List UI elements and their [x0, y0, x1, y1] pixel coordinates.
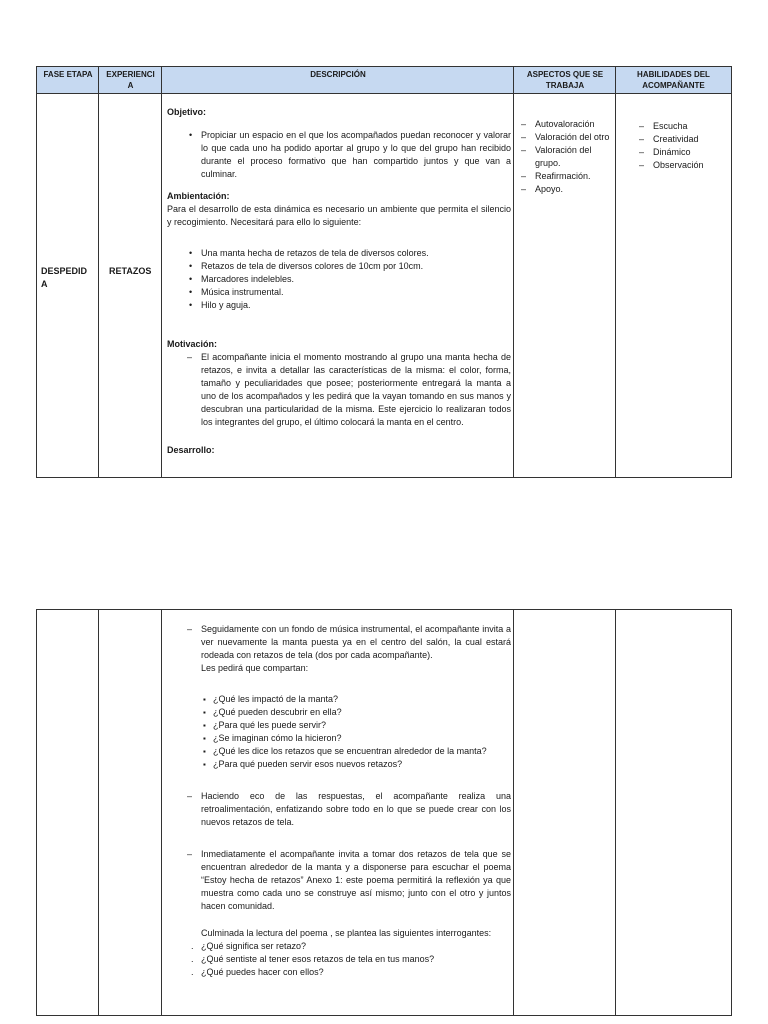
column-divider	[161, 67, 162, 477]
ambientacion-title: Ambientación:	[167, 191, 230, 201]
list-item: . ¿Qué puedes hacer con ellos?	[175, 966, 511, 979]
list-item: – Creatividad	[639, 133, 729, 146]
preguntas-list	[167, 693, 511, 771]
materiales-list	[167, 247, 511, 312]
experiencia-cell: RETAZOS	[109, 266, 152, 276]
list-item: – Dinámico	[639, 146, 729, 159]
fase-cell: DESPEDID A	[41, 266, 88, 289]
motivacion-list	[167, 351, 511, 429]
header-fase-etapa: FASE ETAPA	[43, 70, 93, 79]
desarrollo-list-2	[167, 790, 511, 829]
list-item: – Valoración del otro	[521, 131, 611, 144]
desarrollo-step-1: Seguidamente con un fondo de música instrumental, el acompañante invita a ver nuevamente la manta puesta ya en el centro del salón, la cual estará rodeada con retazos de tela (dos por cada acompañante).	[201, 624, 511, 660]
column-divider	[615, 610, 616, 1015]
list-item: ▪ ¿Para qué pueden servir esos nuevos retazos?	[167, 758, 511, 771]
list-item: • Una manta hecha de retazos de tela de diversos colores.	[167, 247, 511, 260]
culminada-text: Culminada la lectura del poema , se plantea las siguientes interrogantes:	[201, 928, 492, 938]
header-experiencia: EXPERIENCI A	[106, 70, 155, 90]
list-item: • Marcadores indelebles.	[167, 273, 511, 286]
objetivo-list	[167, 129, 511, 181]
descripcion-continuation	[167, 623, 511, 979]
list-item: – Inmediatamente el acompañante invita a tomar dos retazos de tela que se encuentran alrededor de la manta y a disponerse para escuchar el poema “Estoy hecha de retazos” Anexo 1: este poema permitirá la reflexión ya que muestra como cada uno se construye así mismo; junto con el otro y juntos hacen comunidad.	[167, 848, 511, 913]
motivacion-title: Motivación:	[167, 339, 218, 349]
list-item: – Reafirmación.	[521, 170, 611, 183]
list-item: – El acompañante inicia el momento mostrando al grupo una manta hecha de retazos, e invita a detallar las características de la misma: el color, forma, tamaño y peculiaridades que posee; posteriormente entregará la manta a uno de los acompañados y les pedirá que la vayan tomando en sus manos y descubran una particularidad de la misma. Este ejercicio lo realizaran todos los integrantes del grupo, el último colocará la manta en el centro.	[167, 351, 511, 429]
list-item: ▪ ¿Qué les dice los retazos que se encuentran alrededor de la manta?	[167, 745, 511, 758]
list-item: • Retazos de tela de diversos colores de 10cm por 10cm.	[167, 260, 511, 273]
list-item: – Autovaloración	[521, 118, 611, 131]
list-item: • Hilo y aguja.	[167, 299, 511, 312]
descripcion-cell	[167, 106, 511, 457]
list-item: – Haciendo eco de las respuestas, el acompañante realiza una retroalimentación, enfatizando sobre todo en lo que se puede crear con los nuevos retazos de tela.	[167, 790, 511, 829]
desarrollo-list-3	[167, 848, 511, 913]
list-item: . ¿Qué sentiste al tener esos retazos de tela en tus manos?	[175, 953, 511, 966]
header-habilidades: HABILIDADES DEL ACOMPAÑANTE	[637, 70, 710, 90]
column-divider	[513, 67, 514, 477]
desarrollo-step-1-sub: Les pedirá que compartan:	[201, 663, 309, 673]
list-item: – Observación	[639, 159, 729, 172]
list-item: – Apoyo.	[521, 183, 611, 196]
column-divider	[98, 67, 99, 477]
list-item: ▪ ¿Qué pueden descubrir en ella?	[167, 706, 511, 719]
list-item: • Música instrumental.	[167, 286, 511, 299]
list-item: ▪ ¿Para qué les puede servir?	[167, 719, 511, 732]
activity-table-page-1	[36, 66, 732, 478]
desarrollo-title: Desarrollo:	[167, 445, 215, 455]
ambientacion-text: Para el desarrollo de esta dinámica es necesario un ambiente que permita el silencio y recogimiento. Necesitará para ello lo siguiente:	[167, 204, 511, 227]
habilidades-list	[639, 120, 729, 172]
activity-table-page-2	[36, 609, 732, 1016]
column-divider	[513, 610, 514, 1015]
aspectos-list	[521, 118, 611, 196]
column-divider	[161, 610, 162, 1015]
header-aspectos: ASPECTOS QUE SE TRABAJA	[526, 70, 604, 90]
desarrollo-list	[167, 623, 511, 675]
list-item: – Valoración del grupo.	[521, 144, 611, 170]
column-divider	[615, 67, 616, 477]
objetivo-title: Objetivo:	[167, 107, 207, 117]
list-item: • Propiciar un espacio en el que los acompañados puedan reconocer y valorar lo que cada uno ha podido aportar al grupo y lo que del grupo han recibido durante el proceso formativo que han compartido juntos y que van a culminar.	[167, 129, 511, 181]
list-item: – Escucha	[639, 120, 729, 133]
list-item	[167, 623, 511, 675]
column-divider	[98, 610, 99, 1015]
list-item: . ¿Qué significa ser retazo?	[175, 940, 511, 953]
table-header-row	[37, 67, 731, 94]
list-item: ▪ ¿Se imaginan cómo la hicieron?	[167, 732, 511, 745]
list-item: ▪ ¿Qué les impactó de la manta?	[167, 693, 511, 706]
header-descripcion: DESCRIPCIÓN	[310, 70, 366, 79]
interrogantes-list	[167, 940, 511, 979]
